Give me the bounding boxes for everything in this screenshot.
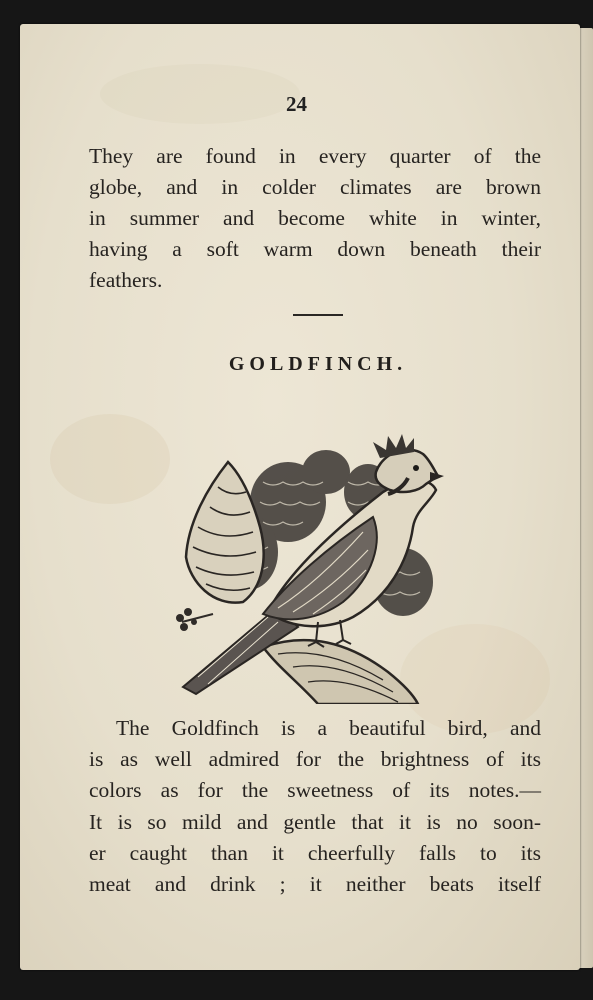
paper-stain <box>50 414 170 504</box>
text-line: in summer and become white in winter, <box>89 206 541 230</box>
text-line: meat and drink ; it neither beats itself <box>89 872 541 896</box>
branch <box>263 640 418 704</box>
text-line: is as well admired for the brightness of its <box>89 747 541 771</box>
text-line: It is so mild and gentle that it is no soon- <box>89 810 541 834</box>
text-line: er caught than it cheerfully falls to its <box>89 841 541 865</box>
section-heading: GOLDFINCH. <box>228 353 408 375</box>
text-line: colors as for the sweetness of its notes.— <box>89 778 541 802</box>
goldfinch-illustration <box>168 432 444 704</box>
text-line: They are found in every quarter of the <box>89 144 541 168</box>
text-line: The Goldfinch is a beautiful bird, and <box>116 716 541 740</box>
text-line: having a soft warm down beneath their <box>89 237 541 261</box>
page-number: 24 <box>286 92 307 116</box>
sprig <box>176 608 213 631</box>
section-divider <box>293 314 343 316</box>
eye <box>413 465 419 471</box>
text-line: globe, and in colder climates are brown <box>89 175 541 199</box>
text-line: feathers. <box>89 268 163 292</box>
